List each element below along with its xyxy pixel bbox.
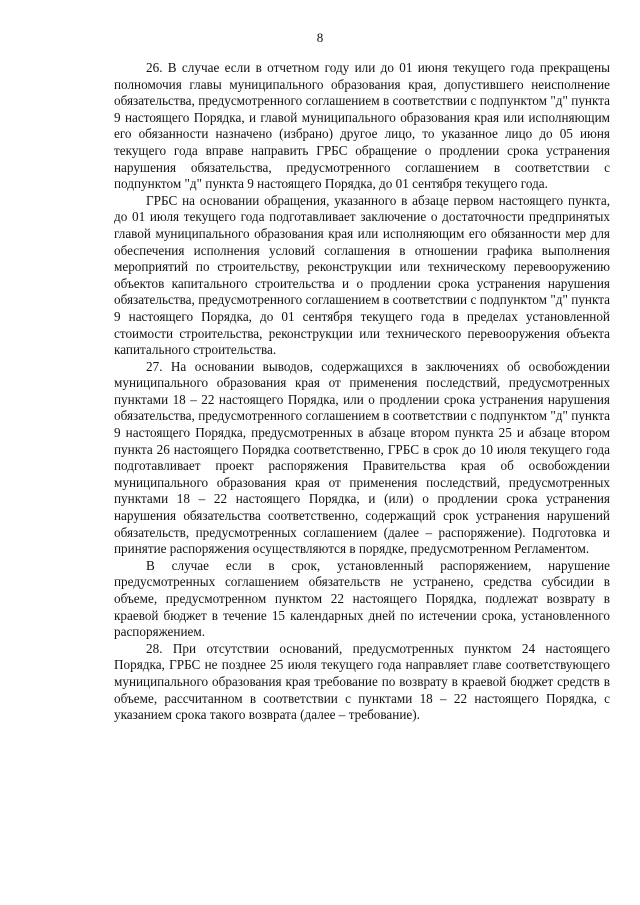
paragraph-26: 26. В случае если в отчетном году или до 01 июня текущего года прекращены полномочия главы муниципального образования края, допустившего неисполнение обязательства, предусмотренного соглашением в соответствии с подпунктом "д" пункта 9 настоящего Порядка, и главой муниципального образования края или исполняющим его обязанности назначено (избрано) другое лицо, то указанное лицо до 05 июня текущего года вправе направить ГРБС обращение о продлении срока устранения нарушения обязательства, предусмотренного соглашением в соответствии с подпунктом "д" пункта 9 настоящего Порядка, до 01 сентября текущего года. <box>114 60 610 192</box>
paragraph-26-grbs: ГРБС на основании обращения, указанного в абзаце первом настоящего пункта, до 01 июля текущего года подготавливает заключение о достаточности предпринятых главой муниципального образования края или исполняющим его обязанности мер для обеспечения исполнения условий соглашения в отношении графика выполнения мероприятий по строительству, реконструкции или техническому перевооружению объектов капитального строительства и о продлении срока устранения нарушения обязательства, предусмотренного соглашением в соответствии с подпунктом "д" пункта 9 настоящего Порядка, до 01 сентября текущего года в пределах установленной стоимости строительства, реконструкции или технического перевооружения объекта капитального строительства. <box>114 192 610 358</box>
document-body <box>114 60 610 724</box>
page-number: 8 <box>316 30 324 45</box>
paragraph-28: 28. При отсутствии оснований, предусмотренных пунктом 24 настоящего Порядка, ГРБС не позднее 25 июля текущего года направляет главе соответствующего муниципального образования края требование по возврату в краевой бюджет средств в объеме, рассчитанном в соответствии с пунктами 18 – 22 настоящего Порядка, с указанием срока такого возврата (далее – требование). <box>114 640 610 723</box>
paragraph-27: 27. На основании выводов, содержащихся в заключениях об освобождении муниципального образования края от применения последствий, предусмотренных пунктами 18 – 22 настоящего Порядка, или о продлении срока устранения нарушения обязательства, предусмотренного соглашением в соответствии с подпунктом "д" пункта 9 настоящего Порядка, предусмотренных в абзаце втором пункта 25 и абзаце втором пункта 26 настоящего Порядка соответственно, ГРБС в срок до 10 июля текущего года подготавливает проект распоряжения Правительства края об освобождении муниципального образования края от применения последствий, предусмотренных пунктами 18 – 22 настоящего Порядка, и (или) о продлении срока устранения нарушения обязательства соответственно, содержащий срок устранения нарушений обязательств, предусмотренных соглашением (далее – распоряжение). Подготовка и принятие распоряжения осуществляются в порядке, предусмотренном Регламентом. <box>114 358 610 557</box>
paragraph-27-return: В случае если в срок, установленный распоряжением, нарушение предусмотренных соглашением обязательств не устранено, средства субсидии в объеме, предусмотренном пунктом 22 настоящего Порядка, подлежат возврату в краевой бюджет в течение 15 календарных дней по истечении срока, установленного распоряжением. <box>114 557 610 640</box>
